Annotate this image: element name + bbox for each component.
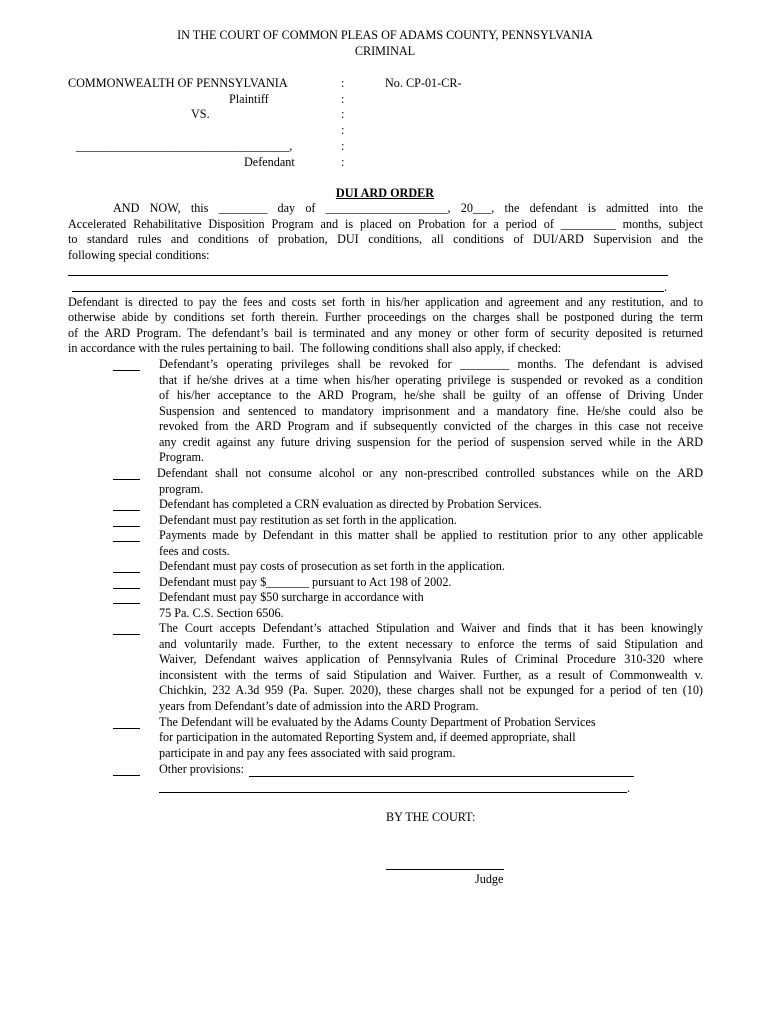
condition-text: inconsistent with the terms of said Stipulation and Waiver. Further, as a result of Commonwealth v.: [159, 668, 703, 682]
judge-signature-line[interactable]: [386, 869, 504, 870]
caption-colon: :: [341, 139, 345, 153]
condition-text: The Court accepts Defendant’s attached Stipulation and Waiver and finds that it has been knowingly: [159, 621, 703, 635]
condition-text: Defendant must pay restitution as set forth in the application.: [159, 513, 457, 527]
plaintiff-label: Plaintiff: [229, 92, 269, 106]
condition-text: Other provisions:: [159, 762, 244, 776]
condition-text: any credit against any future driving suspension for the period of suspension served while in the ARD: [159, 435, 703, 449]
condition-check-blank[interactable]: [113, 479, 140, 480]
special-conditions-line: [72, 291, 664, 292]
condition-check-blank[interactable]: [113, 541, 140, 542]
court-division: CRIMINAL: [354, 44, 416, 58]
caption-colon: :: [341, 107, 345, 121]
fees-line: otherwise abide by conditions set forth therein. Further proceedings on the charges shall be postponed during the term: [68, 310, 703, 324]
condition-text: Payments made by Defendant in this matter shall be applied to restitution prior to any other applicable: [159, 528, 703, 542]
versus-label: VS.: [191, 107, 210, 121]
condition-text: Defendant shall not consume alcohol or any non-prescribed controlled substances while on the ARD: [157, 466, 703, 480]
condition-text: Defendant’s operating privileges shall be revoked for ________ months. The defendant is advised: [159, 357, 703, 371]
judge-label: Judge: [475, 872, 504, 886]
condition-text: Defendant must pay costs of prosecution as set forth in the application.: [159, 559, 505, 573]
condition-text: that if he/she drives at a time when his/her operating privilege is suspended or revoked as a condition: [159, 373, 703, 387]
special-conditions-period: .: [664, 280, 668, 294]
condition-check-blank[interactable]: [113, 588, 140, 589]
fees-line: in accordance with the rules pertaining to bail. The following conditions shall also apply, if checked:: [68, 341, 562, 355]
condition-text: revoked from the ARD Program and if subsequently convicted of the charges in this case not receive: [159, 419, 703, 433]
fees-line: Defendant is directed to pay the fees and costs set forth in his/her application and agreement and any restitution, and to: [68, 295, 703, 309]
other-provisions-line[interactable]: [159, 792, 627, 793]
fees-line: of the ARD Program. The defendant’s bail is terminated and any money or other form of security deposited is returned: [68, 326, 703, 340]
intro-line: to standard rules and conditions of probation, DUI conditions, all conditions of DUI/ARD Supervision and the: [68, 232, 703, 246]
case-number: No. CP-01-CR-: [385, 76, 462, 90]
caption-colon: :: [341, 155, 345, 169]
condition-text: of his/her acceptance to the ARD Program, he/she shall be guilty of an offense of Driving Under: [159, 388, 703, 402]
condition-text: fees and costs.: [159, 544, 230, 558]
condition-text: Defendant has completed a CRN evaluation as directed by Probation Services.: [159, 497, 542, 511]
condition-text: and voluntarily made. Further, to the extent necessary to enforce the terms of said Stipulation and: [159, 637, 703, 651]
plaintiff-name: COMMONWEALTH OF PENNSYLVANIA: [68, 76, 288, 90]
condition-check-blank[interactable]: [113, 526, 140, 527]
condition-check-blank[interactable]: [113, 775, 140, 776]
caption-colon: :: [341, 92, 345, 106]
condition-check-blank[interactable]: [113, 370, 140, 371]
condition-text: participate in and pay any fees associated with said program.: [159, 746, 456, 760]
by-the-court-label: BY THE COURT:: [386, 810, 476, 824]
condition-check-blank[interactable]: [113, 572, 140, 573]
intro-line: following special conditions:: [68, 248, 210, 262]
intro-line: Accelerated Rehabilitative Disposition Program and is placed on Probation for a period of _________ months, subject: [68, 217, 703, 231]
condition-text: The Defendant will be evaluated by the Adams County Department of Probation Services: [159, 715, 596, 729]
caption-colon: :: [341, 76, 345, 90]
condition-check-blank[interactable]: [113, 603, 140, 604]
other-provisions-period: .: [627, 781, 631, 795]
condition-text: Suspension and sentenced to mandatory imprisonment and a mandatory fine. He/she could also be: [159, 404, 703, 418]
condition-check-blank[interactable]: [113, 634, 140, 635]
order-title: DUI ARD ORDER: [335, 186, 435, 200]
condition-text: for participation in the automated Reporting System and, if deemed appropriate, shall: [159, 730, 576, 744]
condition-text: Chichkin, 232 A.3d 959 (Pa. Super. 2020), these charges shall not be expunged for a period of ten (10): [159, 683, 703, 697]
condition-text: Defendant must pay $_______ pursuant to Act 198 of 2002.: [159, 575, 452, 589]
condition-text: Defendant must pay $50 surcharge in accordance with: [159, 590, 424, 604]
defendant-label: Defendant: [244, 155, 295, 169]
condition-text: years from Defendant’s date of admission into the ARD Program.: [159, 699, 479, 713]
caption-colon: :: [341, 123, 345, 137]
defendant-name-blank: ___________________________________,: [76, 139, 293, 153]
condition-check-blank[interactable]: [113, 510, 140, 511]
condition-text: program.: [159, 482, 204, 496]
special-conditions-line: [68, 275, 668, 276]
condition-check-blank[interactable]: [113, 728, 140, 729]
condition-text: 75 Pa. C.S. Section 6506.: [159, 606, 284, 620]
condition-text: Waiver, Defendant waives application of Pennsylvania Rules of Criminal Procedure 310-320 where: [159, 652, 703, 666]
intro-line: AND NOW, this ________ day of ____________________, 20___, the defendant is admitted into the: [113, 201, 703, 215]
court-heading: IN THE COURT OF COMMON PLEAS OF ADAMS COUNTY, PENNSYLVANIA: [177, 28, 593, 42]
condition-text: Program.: [159, 450, 205, 464]
other-provisions-line[interactable]: [249, 776, 634, 777]
